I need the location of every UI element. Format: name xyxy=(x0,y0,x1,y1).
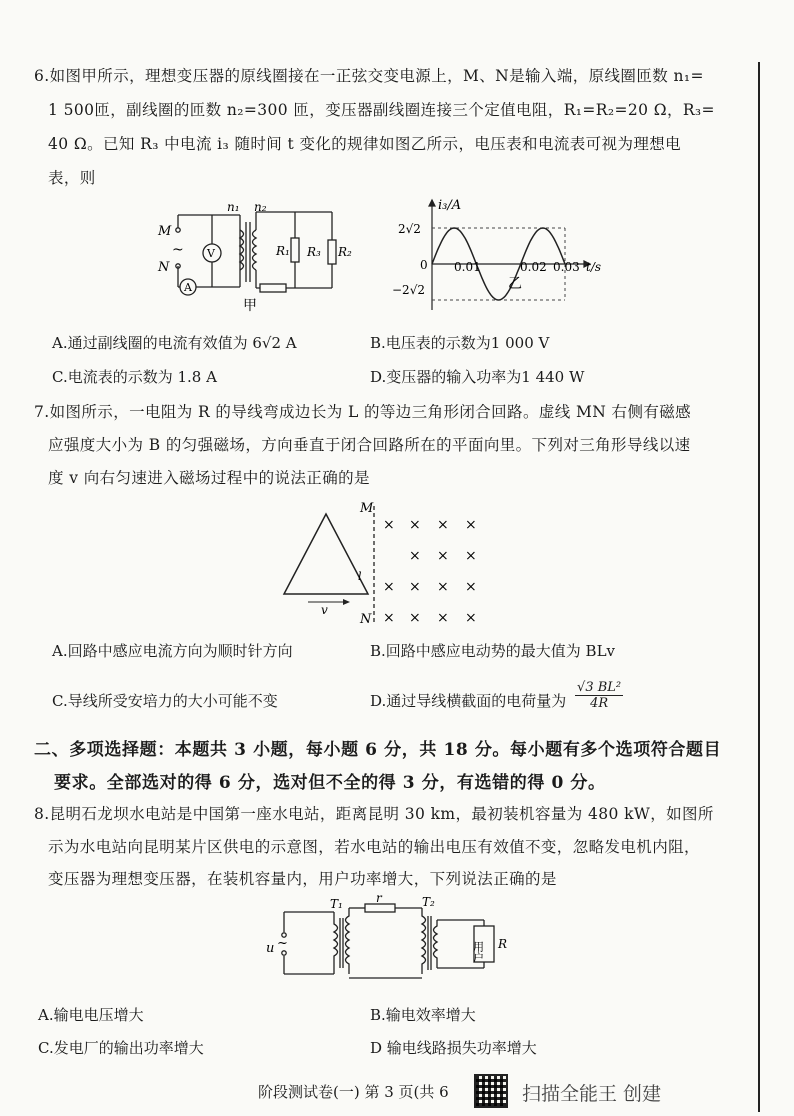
x-tick-0.02: 0.02 xyxy=(520,260,547,274)
q7-option-D xyxy=(370,679,623,711)
label-M: M xyxy=(360,501,374,516)
question-8-line-1: 8.昆明石龙坝水电站是中国第一座水电站，距离昆明 30 km，最初装机容量为 480 kW，如图所 xyxy=(34,805,714,823)
scanner-watermark: 扫描全能王 创建 xyxy=(522,1083,662,1105)
field-cross-2-2: × xyxy=(437,579,449,595)
x-tick-0.03: 0.03 xyxy=(553,260,580,274)
field-cross-2-1: × xyxy=(409,579,421,595)
field-cross-3-3: × xyxy=(465,610,477,626)
n1-label: n₁ xyxy=(227,200,240,214)
q8-option-A: A.输电电压增大 xyxy=(38,1006,144,1024)
question-6-line-3: 40 Ω。已知 R₃ 中电流 i₃ 随时间 t 变化的规律如图乙所示，电压表和电流表可视为理想电 xyxy=(48,135,682,153)
question-8-line-3: 变压器为理想变压器，在装机容量内，用户功率增大，下列说法正确的是 xyxy=(48,870,557,888)
figure-triangle-magnetic-field xyxy=(270,496,500,631)
question-7-line-1: 7.如图所示，一电阻为 R 的导线弯成边长为 L 的等边三角形闭合回路。虚线 MN 右侧有磁感 xyxy=(34,403,692,421)
q8-option-D: D 输电线路损失功率增大 xyxy=(370,1039,537,1057)
field-cross-2-0: × xyxy=(383,579,395,595)
question-7-line-2: 应强度大小为 B 的匀强磁场，方向垂直于闭合回路所在的平面向里。下列对三角形导线以速 xyxy=(48,436,691,454)
question-8-line-2: 示为水电站向昆明某片区供电的示意图，若水电站的输出电压有效值不变，忽略发电机内阻， xyxy=(48,838,700,856)
figure-power-transmission xyxy=(260,891,520,994)
q6-option-B: B.电压表的示数为1 000 V xyxy=(370,334,550,352)
figure-yi-caption: 乙 xyxy=(508,276,522,292)
R2-label: R₂ xyxy=(338,245,352,259)
question-6-line-2: 1 500匝，副线圈的匝数 n₂=300 匝，变压器副线圈连接三个定值电阻，R₁=R₂=20 Ω，R₃= xyxy=(48,101,715,119)
q6-option-C: C.电流表的示数为 1.8 A xyxy=(52,368,217,386)
field-cross-3-2: × xyxy=(437,610,449,626)
load-R-label: R xyxy=(498,937,508,951)
page-footer: 阶段测试卷(一) 第 3 页(共 6 xyxy=(258,1083,449,1101)
section-2-line-1: 二、多项选择题：本题共 3 小题，每小题 6 分，共 18 分。每小题有多个选项符合题目 xyxy=(34,740,722,760)
field-cross-1-0: × xyxy=(409,548,421,564)
field-cross-1-1: × xyxy=(437,548,449,564)
q7-option-A: A.回路中感应电流方向为顺时针方向 xyxy=(52,642,293,660)
q6-option-A: A.通过副线圈的电流有效值为 6√2 A xyxy=(52,334,297,352)
ac-source-symbol: ~ xyxy=(172,242,184,258)
field-cross-1-2: × xyxy=(465,548,477,564)
q7-option-B: B.回路中感应电动势的最大值为 BLv xyxy=(370,642,616,660)
q6-option-D: D.变压器的输入功率为1 440 W xyxy=(370,368,585,386)
figure-jia-caption: 甲 xyxy=(243,298,257,314)
label-N: N xyxy=(360,612,372,627)
field-cross-0-1: × xyxy=(409,517,421,533)
n2-label: n₂ xyxy=(254,200,267,214)
R1-label: R₁ xyxy=(276,244,290,258)
fraction-denominator: 4R xyxy=(590,695,609,711)
side-label: l xyxy=(358,570,362,583)
origin-label: 0 xyxy=(420,258,428,272)
field-cross-2-3: × xyxy=(465,579,477,595)
qr-code-icon xyxy=(474,1074,508,1108)
x-tick-0.01: 0.01 xyxy=(454,260,481,274)
T1-label: T₁ xyxy=(330,897,343,911)
source-u-label: u xyxy=(266,941,275,956)
user-load-label: 用户 xyxy=(471,941,485,963)
y-tick-neg: −2√2 xyxy=(392,283,425,297)
ammeter-label: A xyxy=(184,281,192,294)
question-7-line-3: 度 v 向右匀速进入磁场过程中的说法正确的是 xyxy=(48,469,370,487)
terminal-N-label: N xyxy=(158,260,170,275)
section-2-line-2: 要求。全部选对的得 6 分，选对但不全的得 3 分，有选错的得 0 分。 xyxy=(54,773,606,793)
line-resistance-r-label: r xyxy=(376,891,382,905)
field-cross-0-0: × xyxy=(383,517,395,533)
q7-option-D-fraction xyxy=(575,679,623,711)
figure-jia-transformer-circuit xyxy=(150,200,350,320)
magnetic-field-crosses xyxy=(383,517,477,626)
T2-label: T₂ xyxy=(422,895,435,909)
q7-option-D-prefix: D.通过导线横截面的电荷量为 xyxy=(370,692,567,710)
x-axis-label: t/s xyxy=(586,260,602,274)
triangle-loop xyxy=(284,514,368,594)
R3-label: R₃ xyxy=(307,245,321,259)
y-tick-pos: 2√2 xyxy=(398,222,421,236)
terminal-M-label: M xyxy=(158,224,172,239)
page-edge-line xyxy=(758,62,760,1112)
voltmeter-label: V xyxy=(207,247,215,260)
fraction-numerator: √3 BL² xyxy=(577,679,622,695)
question-6-line-1: 6.如图甲所示，理想变压器的原线圈接在一正弦交变电源上，M、N是输入端，原线圈匝数 n₁= xyxy=(34,67,704,85)
field-cross-3-0: × xyxy=(383,610,395,626)
velocity-label: v xyxy=(321,603,328,617)
q7-option-C: C.导线所受安培力的大小可能不变 xyxy=(52,692,278,710)
y-axis-label: i₃/A xyxy=(438,198,462,213)
q8-option-B: B.输电效率增大 xyxy=(370,1006,476,1024)
field-cross-3-1: × xyxy=(409,610,421,626)
field-cross-0-3: × xyxy=(465,517,477,533)
figure-yi-current-chart xyxy=(390,192,610,322)
q8-option-C: C.发电厂的输出功率增大 xyxy=(38,1039,204,1057)
field-cross-0-2: × xyxy=(437,517,449,533)
question-6-line-4: 表，则 xyxy=(48,169,96,187)
ac-source-symbol-q8: ~ xyxy=(277,936,288,951)
